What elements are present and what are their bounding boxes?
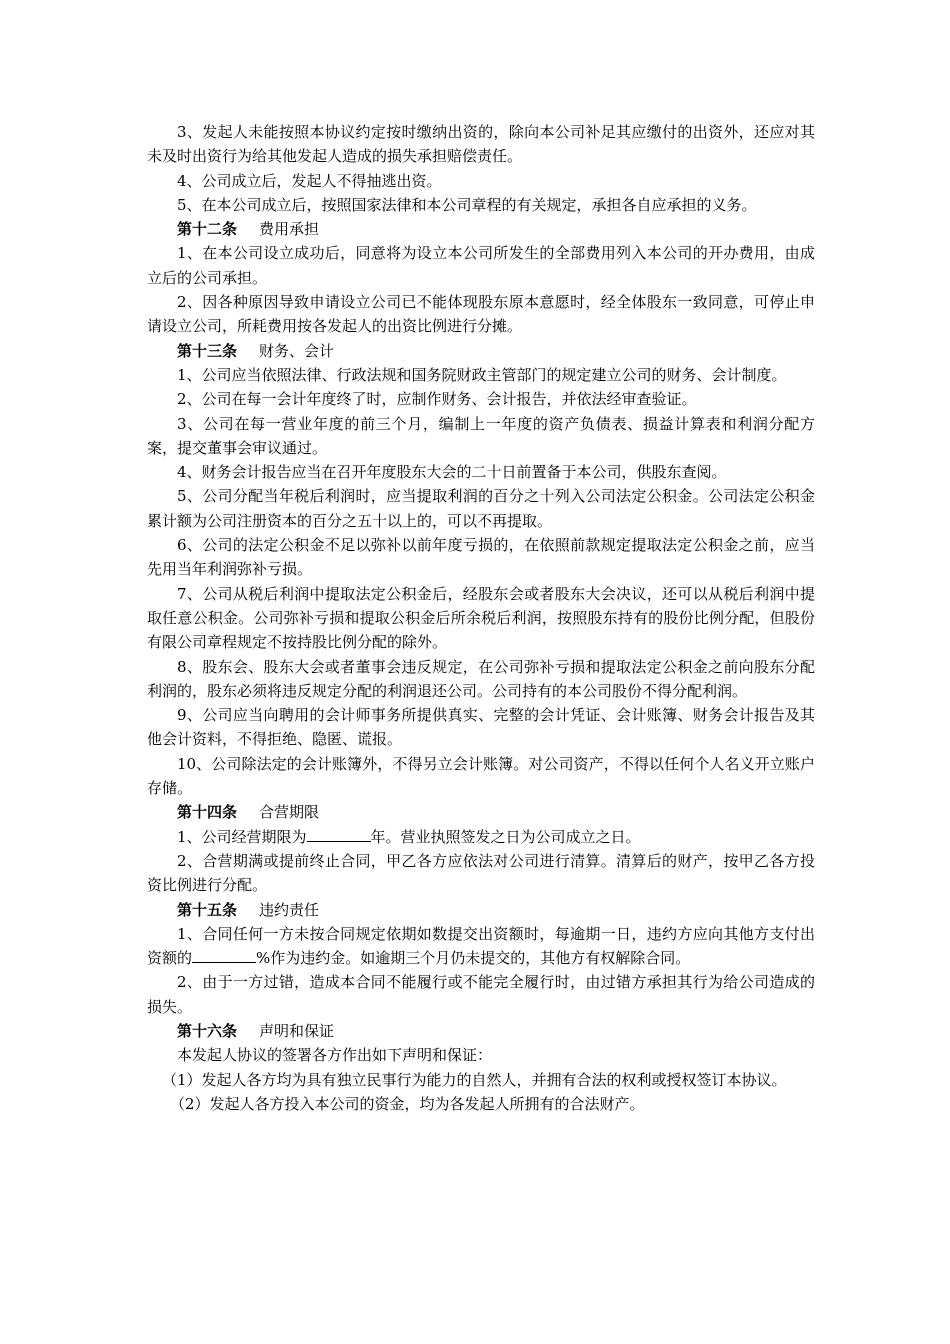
fill-in-blank-term[interactable] [307,827,371,842]
paragraph: 9、公司应当向聘用的会计师事务所提供真实、完整的会计凭证、会计账簿、财务会计报告及其他会计资料，不得拒绝、隐匿、谎报。 [147,706,815,749]
paragraph: 5、在本公司成立后，按照国家法律和本公司章程的有关规定，承担各自应承担的义务。 [177,195,757,214]
paragraph: 6、公司的法定公积金不足以弥补以前年度亏损的，在依照前款规定提取法定公积金之前，应当先用当年利润弥补亏损。 [147,536,815,579]
article-number: 第十二条 [177,220,238,239]
text-segment: 1、合同任何一方未按合同规定依期如数提交出资额时，每逾期一日，违约方应向其他方支付出资额的 [147,924,815,968]
article-number: 第十四条 [177,803,238,822]
paragraph: 1、公司应当依照法律、行政法规和国务院财政主管部门的规定建立公司的财务、会计制度。 [177,365,787,384]
article-heading-13 [147,339,815,363]
paragraph: 3、发起人未能按照本协议约定按时缴纳出资的，除向本公司补足其应缴付的出资外，还应对其未及时出资行为给其他发起人造成的损失承担赔偿责任。 [147,123,815,166]
article-heading-12 [147,217,815,241]
paragraph: 2、公司在每一会计年度终了时，应制作财务、会计报告，并依法经审查验证。 [177,390,697,409]
text-segment: 年。营业执照签发之日为公司成立之日。 [370,827,641,846]
article-heading-16 [147,1019,815,1043]
paragraph: 8、股东会、股东大会或者董事会违反规定，在公司弥补亏损和提取法定公积金之前向股东分配利润的，股东必须将违反规定分配的利润退还公司。公司持有的本公司股份不得分配利润。 [147,657,815,700]
document-body [147,120,815,1116]
fill-in-blank-penalty[interactable] [192,948,256,963]
article-title: 财务、会计 [259,341,335,360]
article-title: 费用承担 [259,220,320,239]
paragraph: 2、合营期满或提前终止合同，甲乙各方应依法对公司进行清算。清算后的财产，按甲乙各方投资比例进行分配。 [147,851,815,895]
paragraph: 本发起人协议的签署各方作出如下声明和保证： [177,1046,493,1065]
paragraph: 10、公司除法定的会计账簿外，不得另立会计账簿。对公司资产，不得以任何个人名义开立账户存储。 [147,754,815,798]
article-title: 声明和保证 [259,1021,335,1040]
paragraph: （2）发起人各方投入本公司的资金，均为各发起人所拥有的合法财产。 [170,1094,645,1113]
paragraph: 5、公司分配当年税后利润时，应当提取利润的百分之十列入公司法定公积金。公司法定公积金累计额为公司注册资本的百分之五十以上的，可以不再提取。 [147,487,815,530]
paragraph: 7、公司从税后利润中提取法定公积金后，经股东会或者股东大会决议，还可以从税后利润中提取任意公积金。公司弥补亏损和提取公积金后所余税后利润，按照股东持有的股份比例分配，但股份有限公司章程规定不按持股比例分配的除外。 [147,584,815,652]
paragraph: 2、由于一方过错，造成本合同不能履行或不能完全履行时，由过错方承担其行为给公司造成的损失。 [147,973,815,1016]
article-number: 第十六条 [177,1021,238,1040]
article-heading-15 [147,898,815,922]
article-title: 合营期限 [259,803,320,822]
article-number: 第十五条 [177,900,238,919]
paragraph: 2、因各种原因导致申请设立公司已不能体现股东原本意愿时，经全体股东一致同意，可停止申请设立公司，所耗费用按各发起人的出资比例进行分摊。 [147,293,815,336]
article-number: 第十三条 [177,341,238,360]
paragraph: 1、在本公司设立成功后，同意将为设立本公司所发生的全部费用列入本公司的开办费用，由成立后的公司承担。 [147,244,815,287]
article-title: 违约责任 [259,900,320,919]
paragraph [147,825,815,849]
paragraph: 3、公司在每一营业年度的前三个月，编制上一年度的资产负债表、损益计算表和利润分配方案，提交董事会审议通过。 [147,414,815,457]
paragraph: 4、公司成立后，发起人不得抽逃出资。 [177,171,442,190]
article-heading-14 [147,800,815,824]
paragraph [147,922,815,971]
text-segment: 1、公司经营期限为 [177,827,307,846]
text-segment: %作为违约金。如逾期三个月仍未提交的，其他方有权解除合同。 [256,949,691,968]
paragraph: （1）发起人各方均为具有独立民事行为能力的自然人，并拥有合法的权利或授权签订本协议。 [162,1070,787,1089]
paragraph: 4、财务会计报告应当在召开年度股东大会的二十日前置备于本公司，供股东查阅。 [177,463,727,482]
